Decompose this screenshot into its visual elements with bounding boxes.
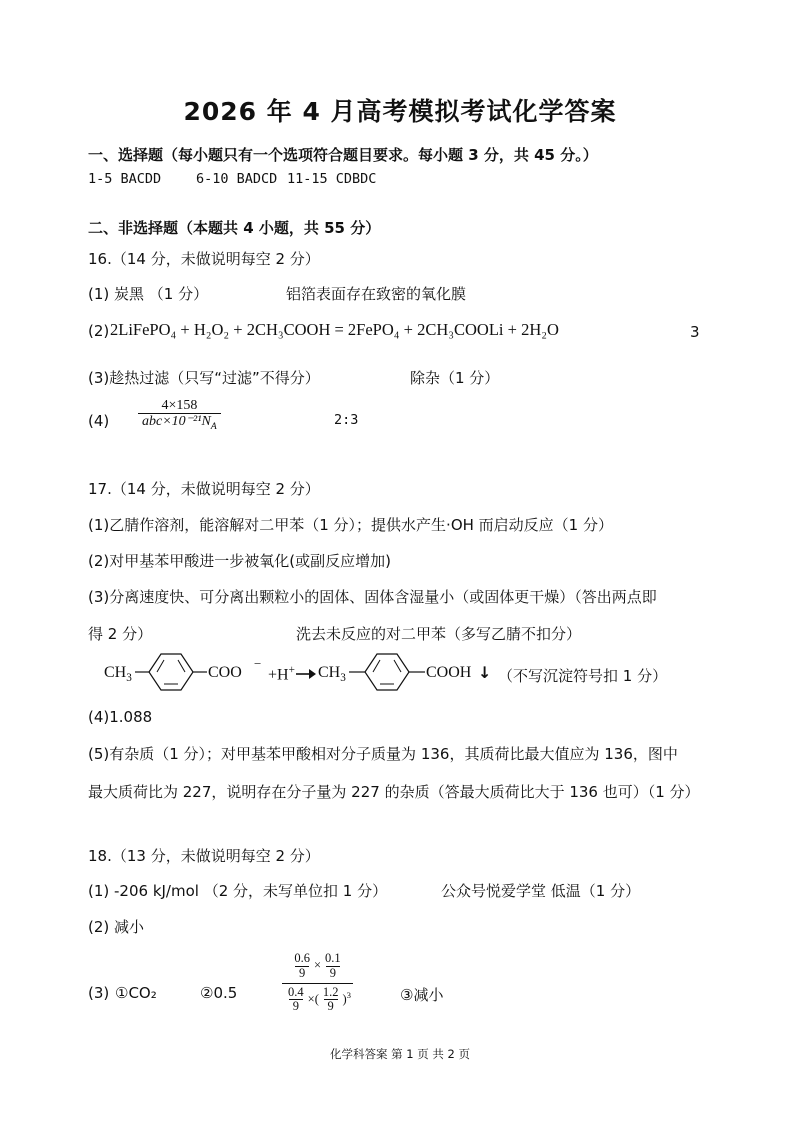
proton-charge: +: [288, 664, 295, 676]
q16-header: 16.（14 分，未做说明每空 2 分）: [88, 250, 320, 268]
q17-answer-1: (1)乙腈作溶剂，能溶解对二甲苯（1 分）；提供水产生·OH 而启动反应（1 分）: [88, 516, 613, 534]
q16-answer-2-label: (2): [88, 322, 110, 340]
q16-answer-4-label: (4): [88, 412, 110, 430]
q17-answer-4: (4)1.088: [88, 708, 153, 726]
q18-answer-3c: ③减小: [400, 986, 444, 1004]
q18-answer-3b: ②0.5: [200, 984, 238, 1002]
fraction-denominator: [138, 413, 221, 433]
q18-answer-3-label: (3): [88, 984, 110, 1002]
k-denominator: $\frac{0.4}{9}$ ×( $\frac{1.2}{9}$ )$^3$: [282, 983, 353, 1015]
q16-density-fraction: [138, 398, 221, 433]
k-top-n1: 0.6: [294, 951, 310, 965]
k-bot-times: ×: [307, 991, 315, 1006]
q16-answer-3b: 除杂（1 分）: [410, 369, 500, 387]
reactant-ch-sub: 3: [126, 672, 132, 685]
q17-answer-5-line2: 最大质荷比为 227，说明存在分子量为 227 的杂质（答最大质荷比大于 136 也可）（1 分）: [88, 783, 700, 801]
q18-answer-1: (1) -206 kJ/mol （2 分，未写单位扣 1 分）: [88, 882, 388, 900]
k-bot-fraction-1: [284, 986, 308, 1015]
denominator-text: abc×10⁻²¹N: [142, 414, 211, 430]
reaction-arrow-icon: [295, 664, 317, 684]
denominator-subscript: A: [210, 421, 217, 433]
q17-answer-5-line1: (5)有杂质（1 分）；对甲基苯甲酸相对分子质量为 136，其质荷比最大值应为 136，图中: [88, 745, 678, 763]
q16-equation: 2LiFePO₄ + H₂O₂ + 2CH₃COOH = 2FePO₄ + 2CH₃COOLi + 2H₂O: [110, 320, 559, 339]
q18-answer-3a: ①CO₂: [115, 984, 157, 1002]
product-ch-sub: 3: [340, 672, 346, 685]
q16-answer-3: (3)趁热过滤（只写“过滤”不得分）: [88, 369, 320, 387]
proton-h: +H: [268, 666, 289, 684]
reactant-ch: CH: [104, 664, 127, 681]
reactant-methyl-group: [104, 664, 132, 684]
fraction-numerator: 4×158: [161, 398, 198, 413]
product-carboxylic-acid: COOH: [426, 664, 472, 681]
page-title: 2026 年 4 月高考模拟考试化学答案: [183, 97, 617, 126]
k-numerator: [288, 952, 346, 983]
k-bot-fraction-2: [319, 986, 343, 1015]
q18-answer-2: (2) 减小: [88, 918, 145, 936]
k-top-fraction-2: [321, 952, 345, 981]
q17-reaction-note: （不写沉淀符号扣 1 分）: [498, 667, 668, 685]
q16-answer-1-reason: 铝箔表面存在致密的氧化膜: [286, 285, 467, 303]
q17-answer-3-line2: 得 2 分）: [88, 625, 153, 643]
product-methyl-group: [318, 664, 346, 684]
k-top-times: ×: [313, 958, 322, 973]
answers-6-10: 6-10 BADCD: [196, 171, 278, 187]
k-bot-d1: 9: [289, 999, 303, 1014]
proton: [268, 664, 295, 684]
k-top-n2: 0.1: [325, 951, 341, 965]
q18-header: 18.（13 分，未做说明每空 2 分）: [88, 847, 320, 865]
section1-header: 一、选择题（每小题只有一个选项符合题目要求。每小题 3 分，共 45 分。）: [88, 146, 598, 164]
q17-answer-3-line1: (3)分离速度快、可分离出颗粒小的固体、固体含湿量小（或固体更干燥）（答出两点即: [88, 588, 657, 606]
answers-1-5: 1-5 BACDD: [88, 171, 162, 187]
equilibrium-constant-expression: [282, 952, 353, 1014]
product-ch: CH: [318, 664, 341, 681]
reactant-benzene-ring: [135, 648, 207, 696]
q16-answer-1: (1) 炭黑 （1 分）: [88, 285, 209, 303]
q18-answer-1b: 公众号悦爱学堂 低温（1 分）: [441, 882, 641, 900]
q16-answer-4b: 2:3: [334, 412, 359, 428]
product-benzene-ring: [349, 648, 425, 696]
k-bot-d2: 9: [324, 999, 338, 1014]
page-footer: 化学科答案 第 1 页 共 2 页: [329, 1047, 471, 1061]
precipitate-arrow-icon: ↓: [478, 663, 492, 682]
k-bot-n1: 0.4: [288, 984, 304, 999]
k-bot-n2: 1.2: [322, 984, 339, 999]
k-bot-exponent: 3: [346, 989, 352, 1000]
section2-header: 二、非选择题（本题共 4 小题，共 55 分）: [88, 219, 381, 237]
q17-header: 17.（14 分，未做说明每空 2 分）: [88, 480, 320, 498]
k-top-fraction-1: [290, 952, 314, 981]
q17-answer-3b: 洗去未反应的对二甲苯（多写乙腈不扣分）: [296, 625, 582, 643]
reactant-charge: −: [254, 656, 262, 671]
reactant-carboxylate: COO: [208, 664, 242, 681]
k-top-d1: 9: [295, 966, 309, 981]
k-top-d2: 9: [326, 966, 340, 981]
answers-11-15: 11-15 CDBDC: [287, 171, 377, 187]
q17-answer-2: (2)对甲基苯甲酸进一步被氧化(或副反应增加): [88, 552, 391, 570]
q16-answer-2b: 3: [690, 323, 700, 341]
